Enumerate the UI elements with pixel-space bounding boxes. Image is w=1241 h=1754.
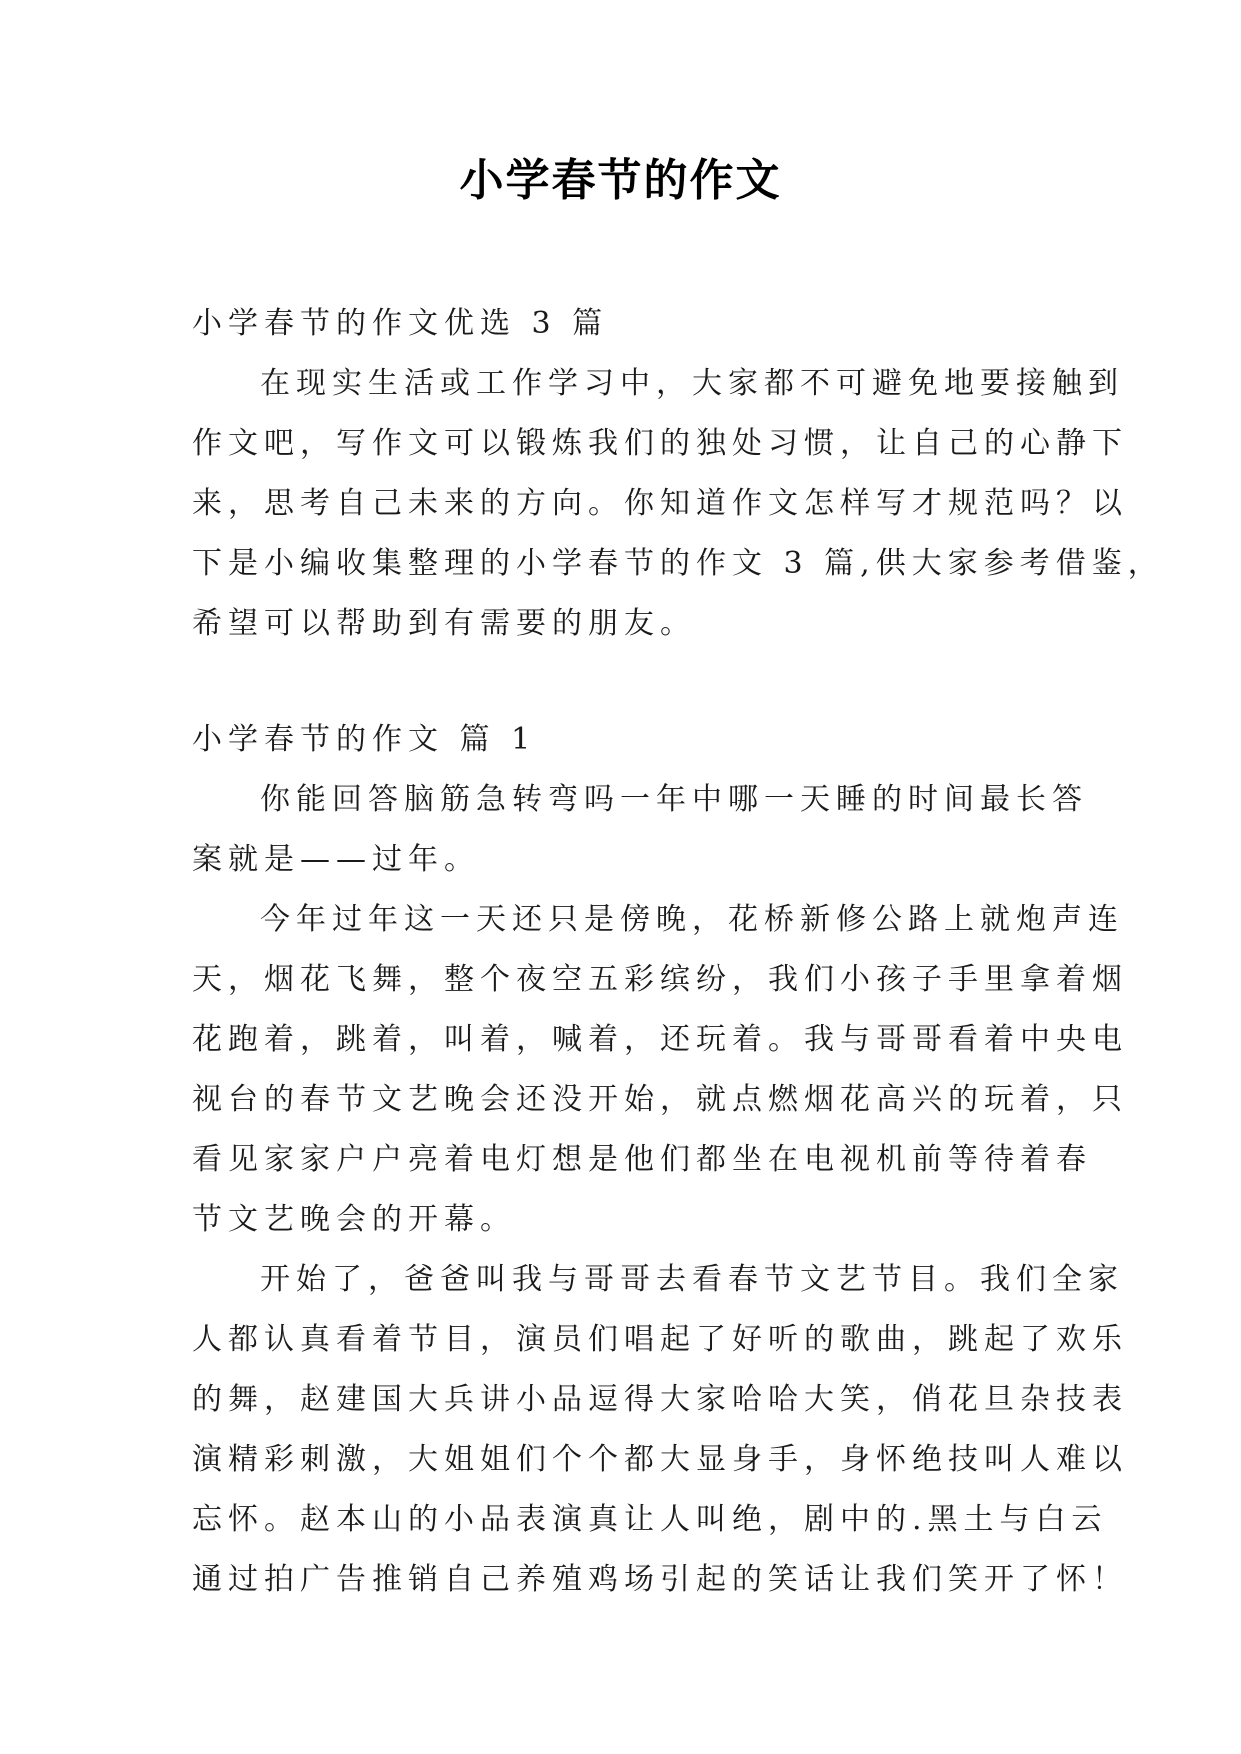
- paragraph3-line: 演精彩刺激，大姐姐们个个都大显身手，身怀绝技叫人难以: [192, 1442, 1128, 1477]
- section-heading: 小学春节的作文 篇 1: [192, 722, 537, 757]
- paragraph3-line: 人都认真看着节目，演员们唱起了好听的歌曲，跳起了欢乐: [192, 1322, 1128, 1357]
- paragraph2-line: 看见家家户户亮着电灯想是他们都坐在电视机前等待着春: [192, 1142, 1092, 1177]
- paragraph2-line: 今年过年这一天还只是傍晚，花桥新修公路上就炮声连: [260, 902, 1124, 937]
- document-title: 小学春节的作文: [459, 155, 782, 206]
- paragraph3-line: 开始了，爸爸叫我与哥哥去看春节文艺节目。我们全家: [260, 1262, 1124, 1297]
- intro-line: 希望可以帮助到有需要的朋友。: [192, 606, 696, 641]
- document-subtitle: 小学春节的作文优选 3 篇: [192, 306, 609, 341]
- paragraph3-line: 通过拍广告推销自己养殖鸡场引起的笑话让我们笑开了怀！: [192, 1562, 1128, 1597]
- intro-line: 来，思考自己未来的方向。你知道作文怎样写才规范吗？以: [192, 486, 1128, 521]
- intro-line: 在现实生活或工作学习中，大家都不可避免地要接触到: [260, 366, 1124, 401]
- paragraph1-line: 你能回答脑筋急转弯吗一年中哪一天睡的时间最长答: [260, 782, 1088, 817]
- paragraph3-line: 忘怀。赵本山的小品表演真让人叫绝，剧中的.黑土与白云: [192, 1502, 1108, 1537]
- paragraph2-line: 视台的春节文艺晚会还没开始，就点燃烟花高兴的玩着，只: [192, 1082, 1128, 1117]
- intro-line: 作文吧，写作文可以锻炼我们的独处习惯，让自己的心静下: [192, 426, 1128, 461]
- section-spacer: [192, 654, 1052, 710]
- document-body: [192, 294, 1164, 1610]
- paragraph2-line: 天，烟花飞舞，整个夜空五彩缤纷，我们小孩子手里拿着烟: [192, 962, 1128, 997]
- intro-line: 下是小编收集整理的小学春节的作文 3 篇,供大家参考借鉴，: [192, 546, 1164, 581]
- paragraph3-line: 的舞，赵建国大兵讲小品逗得大家哈哈大笑，俏花旦杂技表: [192, 1382, 1128, 1417]
- paragraph2-line: 节文艺晚会的开幕。: [192, 1202, 516, 1237]
- paragraph1-line: 案就是——过年。: [192, 842, 480, 877]
- paragraph2-line: 花跑着，跳着，叫着，喊着，还玩着。我与哥哥看着中央电: [192, 1022, 1128, 1057]
